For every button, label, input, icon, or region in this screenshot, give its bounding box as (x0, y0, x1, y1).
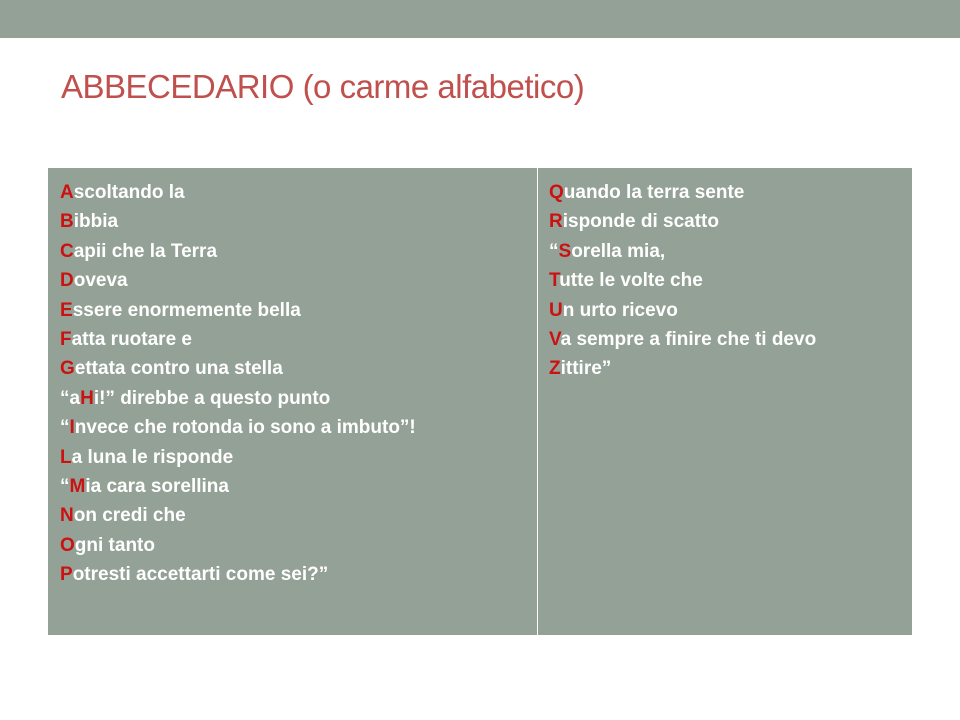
line-text: scoltando la (73, 182, 185, 203)
poem-line (60, 178, 537, 207)
acrostic-letter: L (60, 446, 72, 468)
line-text: a luna le risponde (71, 446, 234, 468)
slide-title: ABBECEDARIO (o carme alfabetico) (61, 68, 585, 105)
acrostic-letter: T (549, 270, 560, 292)
line-text: on credi che (73, 505, 186, 527)
line-text: otresti accettarti come sei?” (72, 564, 329, 586)
acrostic-letter: P (60, 564, 73, 586)
line-text: ittire” (560, 358, 612, 380)
poem-line (549, 325, 912, 354)
line-prefix: “ (60, 417, 70, 439)
line-text: uando la terra sente (563, 182, 745, 203)
acrostic-letter: M (69, 476, 86, 498)
poem-table (48, 168, 912, 635)
poem-line (549, 354, 912, 383)
top-decorative-bar (0, 0, 960, 38)
poem-line (60, 354, 537, 383)
line-text: ssere enormemente bella (72, 299, 301, 321)
poem-column-right (538, 168, 912, 635)
acrostic-letter: V (549, 329, 561, 351)
acrostic-letter: Z (549, 358, 561, 380)
acrostic-letter: U (549, 299, 563, 321)
poem-line (60, 266, 537, 295)
line-text: isponde di scatto (562, 211, 719, 233)
poem-line (60, 472, 537, 501)
acrostic-letter: I (69, 417, 75, 439)
poem-line (60, 384, 537, 413)
line-prefix: “ (60, 476, 70, 498)
line-text: gni tanto (74, 534, 155, 556)
acrostic-letter: B (60, 211, 74, 233)
poem-line (549, 178, 912, 207)
acrostic-letter: D (60, 270, 74, 292)
poem-line (60, 413, 537, 442)
line-text: a sempre a finire che ti devo (560, 329, 817, 351)
acrostic-letter: H (80, 387, 94, 409)
line-text: n urto ricevo (562, 299, 678, 321)
poem-line (60, 531, 537, 560)
line-text: orella mia, (571, 240, 666, 262)
line-prefix: “ (549, 240, 559, 262)
line-text: oveva (73, 270, 128, 292)
line-text: ettata contro una stella (74, 358, 283, 380)
acrostic-letter: R (549, 211, 563, 233)
line-text: nvece che rotonda io sono a imbuto”! (74, 417, 416, 439)
poem-line (60, 501, 537, 530)
poem-line (549, 296, 912, 325)
line-text: ibbia (73, 211, 119, 233)
acrostic-letter: E (60, 299, 73, 321)
poem-line (60, 443, 537, 472)
poem-line (60, 325, 537, 354)
acrostic-letter: Q (549, 182, 564, 203)
line-text: atta ruotare e (71, 329, 192, 351)
poem-line (549, 237, 912, 266)
acrostic-letter: N (60, 505, 74, 527)
poem-line (60, 237, 537, 266)
poem-line (549, 266, 912, 295)
poem-line (60, 207, 537, 236)
line-text: i!” direbbe a questo punto (93, 387, 331, 409)
poem-column-left (48, 168, 538, 635)
poem-line (60, 560, 537, 589)
acrostic-letter: C (60, 240, 74, 262)
acrostic-letter: O (60, 534, 75, 556)
line-text: apii che la Terra (73, 240, 218, 262)
acrostic-letter: S (558, 240, 572, 262)
poem-line (549, 207, 912, 236)
line-text: utte le volte che (559, 270, 703, 292)
acrostic-letter: G (60, 358, 75, 380)
acrostic-letter: F (60, 329, 72, 351)
acrostic-letter: A (60, 182, 74, 203)
poem-line (60, 296, 537, 325)
line-prefix: “a (60, 387, 81, 409)
line-text: ia cara sorellina (85, 476, 229, 498)
